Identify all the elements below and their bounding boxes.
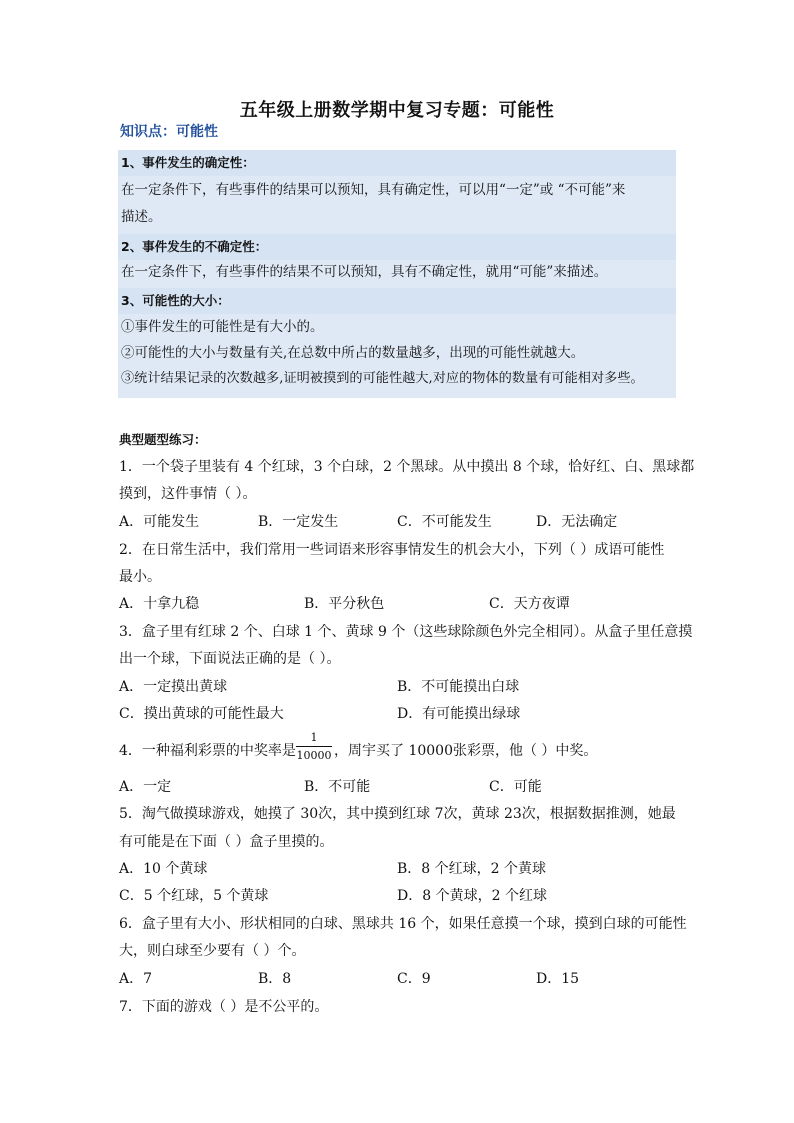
question-3-option-c: C．摸出黄球的可能性最大 bbox=[119, 706, 284, 722]
question-3-line-2: 出一个球，下面说法正确的是（ ）。 bbox=[119, 651, 341, 667]
question-4-option-a: A．一定 bbox=[119, 779, 172, 795]
question-5-line-1: 5．淘气做摸球游戏，她摸了 30次，其中摸到红球 7次，黄球 23次，根据数据推测，她最 bbox=[119, 806, 676, 822]
question-1-option-b: B．一定发生 bbox=[258, 514, 339, 530]
practice-heading: 典型题型练习： bbox=[119, 432, 207, 447]
question-3-line-1: 3．盒子里有红球 2 个、白球 1 个、黄球 9 个（这些球除颜色外完全相同）。从盒子里任意摸 bbox=[119, 624, 693, 640]
knowledge-text-2: 在一定条件下，有些事件的结果不可以预知，具有不确定性，就用“可能”来描述。 bbox=[121, 264, 608, 280]
knowledge-text-3c: ③统计结果记录的次数越多,证明被摸到的可能性越大,对应的物体的数量有可能相对多些。 bbox=[121, 371, 644, 386]
question-1-option-a: A．可能发生 bbox=[119, 514, 200, 530]
question-4-text-before: 4．一种福利彩票的中奖率是 bbox=[119, 743, 296, 759]
question-2-option-b: B．平分秋色 bbox=[304, 596, 385, 612]
knowledge-text-1a: 在一定条件下，有些事件的结果可以预知，具有确定性，可以用“一定”或 “不可能”来 bbox=[121, 182, 626, 198]
question-6-option-d: D．15 bbox=[536, 971, 580, 987]
knowledge-heading-1: 1、事件发生的确定性： bbox=[121, 155, 255, 170]
question-4-text-after: ，周宇买了 10000张彩票，他（ ）中奖。 bbox=[334, 743, 598, 759]
question-5-option-a: A．10 个黄球 bbox=[119, 861, 208, 877]
question-3-option-a: A．一定摸出黄球 bbox=[119, 679, 228, 695]
question-1-line-2: 摸到，这件事情（ ）。 bbox=[119, 486, 257, 502]
question-5-line-2: 有可能是在下面（ ）盒子里摸的。 bbox=[119, 834, 334, 850]
question-6-option-a: A．7 bbox=[119, 971, 153, 987]
question-5-option-c: C．5 个红球，5 个黄球 bbox=[119, 888, 269, 904]
question-2-line-2: 最小。 bbox=[119, 569, 161, 585]
question-4-option-c: C．可能 bbox=[489, 779, 542, 795]
question-1-line-1: 1．一个袋子里装有 4 个红球，3 个白球，2 个黑球。从中摸出 8 个球，恰好红、白、黑球都 bbox=[119, 459, 695, 475]
knowledge-heading: 知识点：可能性 bbox=[120, 124, 218, 140]
question-6-line-2: 大，则白球至少要有（ ）个。 bbox=[119, 943, 306, 959]
knowledge-heading-3: 3、可能性的大小： bbox=[121, 293, 230, 308]
question-1-option-c: C．不可能发生 bbox=[397, 514, 492, 530]
knowledge-box bbox=[118, 150, 676, 398]
question-5-option-d: D．8 个黄球，2 个红球 bbox=[397, 888, 547, 904]
question-4-fraction bbox=[296, 731, 332, 763]
question-2-line-1: 2．在日常生活中，我们常用一些词语来形容事情发生的机会大小，下列（ ）成语可能性 bbox=[119, 542, 665, 558]
question-3-option-b: B．不可能摸出白球 bbox=[397, 679, 520, 695]
question-3-option-d: D．有可能摸出绿球 bbox=[397, 706, 521, 722]
question-6-option-b: B．8 bbox=[258, 971, 292, 987]
question-7-line-1: 7．下面的游戏（ ）是不公平的。 bbox=[119, 999, 329, 1015]
question-6-line-1: 6．盒子里有大小、形状相同的白球、黑球共 16 个，如果任意摸一个球，摸到白球的可能性 bbox=[119, 916, 687, 932]
question-2-option-a: A．十拿九稳 bbox=[119, 596, 200, 612]
knowledge-heading-2: 2、事件发生的不确定性： bbox=[121, 239, 268, 254]
knowledge-text-1b: 描述。 bbox=[121, 209, 162, 225]
knowledge-text-3a: ①事件发生的可能性是有大小的。 bbox=[121, 319, 324, 335]
question-6-option-c: C．9 bbox=[397, 971, 431, 987]
question-2-option-c: C．天方夜谭 bbox=[489, 596, 570, 612]
question-1-option-d: D．无法确定 bbox=[536, 514, 618, 530]
page-title: 五年级上册数学期中复习专题：可能性 bbox=[239, 100, 555, 121]
fraction-bar bbox=[296, 746, 332, 747]
question-4-option-b: B．不可能 bbox=[304, 779, 371, 795]
question-5-option-b: B．8 个红球，2 个黄球 bbox=[397, 861, 547, 877]
knowledge-text-3b: ②可能性的大小与数量有关,在总数中所占的数量越多，出现的可能性就越大。 bbox=[121, 345, 585, 361]
fraction-numerator: 1 bbox=[310, 731, 318, 744]
fraction-denominator: 10000 bbox=[296, 749, 332, 762]
